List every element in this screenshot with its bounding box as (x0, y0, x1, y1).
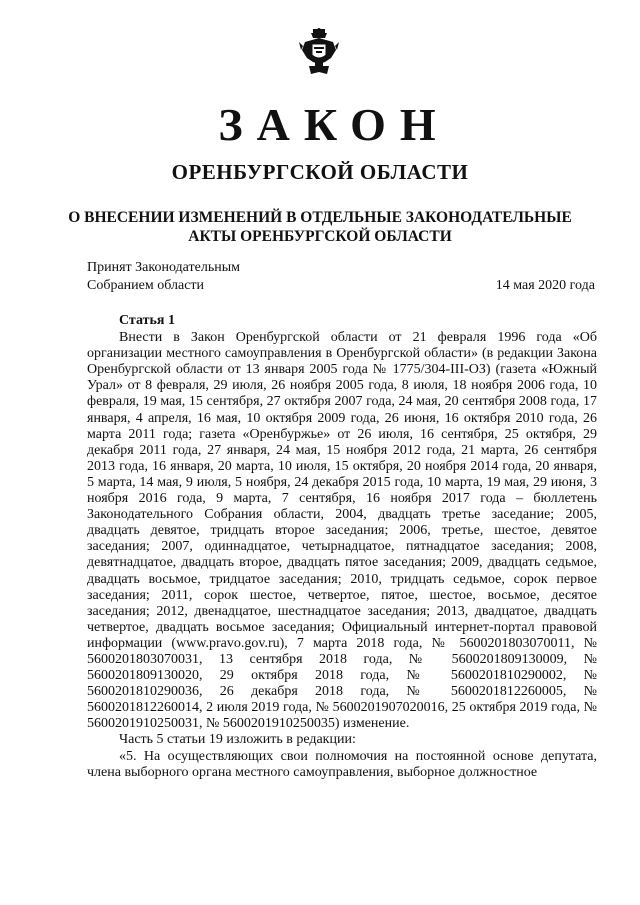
law-subtitle-line2: АКТЫ ОРЕНБУРГСКОЙ ОБЛАСТИ (188, 228, 452, 245)
law-subtitle (0, 208, 640, 246)
article-paragraph: «5. На осуществляющих свои полномочия на постоянной основе депутата, члена выборного органа местного самоуправления, выборное должностное (87, 748, 597, 780)
adoption-line1: Принят Законодательным (87, 260, 240, 275)
adoption-date: 14 мая 2020 года (495, 278, 595, 293)
law-body (87, 313, 597, 781)
coat-of-arms-icon (299, 28, 339, 76)
region-title: ОРЕНБУРГСКОЙ ОБЛАСТИ (171, 160, 469, 184)
adoption-block (87, 259, 595, 295)
law-subtitle-line1: О ВНЕСЕНИИ ИЗМЕНЕНИЙ В ОТДЕЛЬНЫЕ ЗАКОНОДАТЕЛЬНЫЕ (68, 209, 572, 226)
article-paragraph: Часть 5 статьи 19 изложить в редакции: (119, 732, 356, 748)
adoption-line2: Собранием области (87, 278, 205, 293)
article-paragraph: Внести в Закон Оренбургской области от 21 февраля 1996 года «Об организации местного самоуправления в Оренбургской области» (в редакции Закона Оренбургской области от 13 января 2005 года № 1775/304-III-ОЗ) (газета «Южный Урал» от 8 февраля, 29 июля, 26 ноября 2005 года, 8 июля, 18 ноября 2006 года, 10 февраля, 19 мая, 15 сентября, 27 октября 2007 года, 24 мая, 20 сентября 2008 года, 17 января, 4 апреля, 16 мая, 10 октября 2009 года, 26 июня, 16 октября 2010 года, 26 марта 2011 года; газета «Оренбуржье» от 26 июля, 16 сентября, 25 октября, 29 декабря 2011 года, 27 января, 24 мая, 15 ноября 2012 года, 21 марта, 26 сентября 2013 года, 16 января, 20 марта, 10 июля, 15 октября, 20 ноября 2014 года, 20 января, 5 марта, 14 мая, 9 июля, 5 ноября, 24 декабря 2015 года, 10 марта, 19 мая, 29 июня, 3 ноября 2016 года, 9 марта, 7 сентября, 16 ноября 2017 года – бюллетень Законодательного Собрания области, 2004, двадцать третье заседание; 2005, двадцать девятое, тридцать второе заседания; 2006, третье, шестое, девятое заседания; 2007, одиннадцатое, четырнадцатое, пятнадцатое заседания; 2008, девятнадцатое, двадцать второе, двадцать пятое заседания; 2009, двадцать седьмое, двадцать восьмое, тридцатое заседания; 2010, тридцать седьмое, сорок первое заседания; 2011, сорок шестое, четвертое, пятое, шестое, восьмое, десятое заседания; 2012, двенадцатое, шестнадцатое заседания; 2013, двадцатое, двадцать четвертое, двадцать восьмое заседания; Официальный интернет-портал правовой информации (www.pravo.gov.ru), 7 марта 2018 года, № 5600201803070011, № 5600201803070031, 13 сентября 2018 года, № 5600201809130009, № 5600201809130020, 29 октября 2018 года, № 5600201810290002, № 5600201810290036, 26 декабря 2018 года, № 5600201812260005, № 5600201812260014, 2 июля 2019 года, № 5600201907020016, 25 октября 2019 года, № 5600201910250031, № 5600201910250035) изменение. (87, 330, 597, 732)
article-heading: Статья 1 (119, 313, 175, 328)
law-title: ЗАКОН (218, 99, 450, 150)
